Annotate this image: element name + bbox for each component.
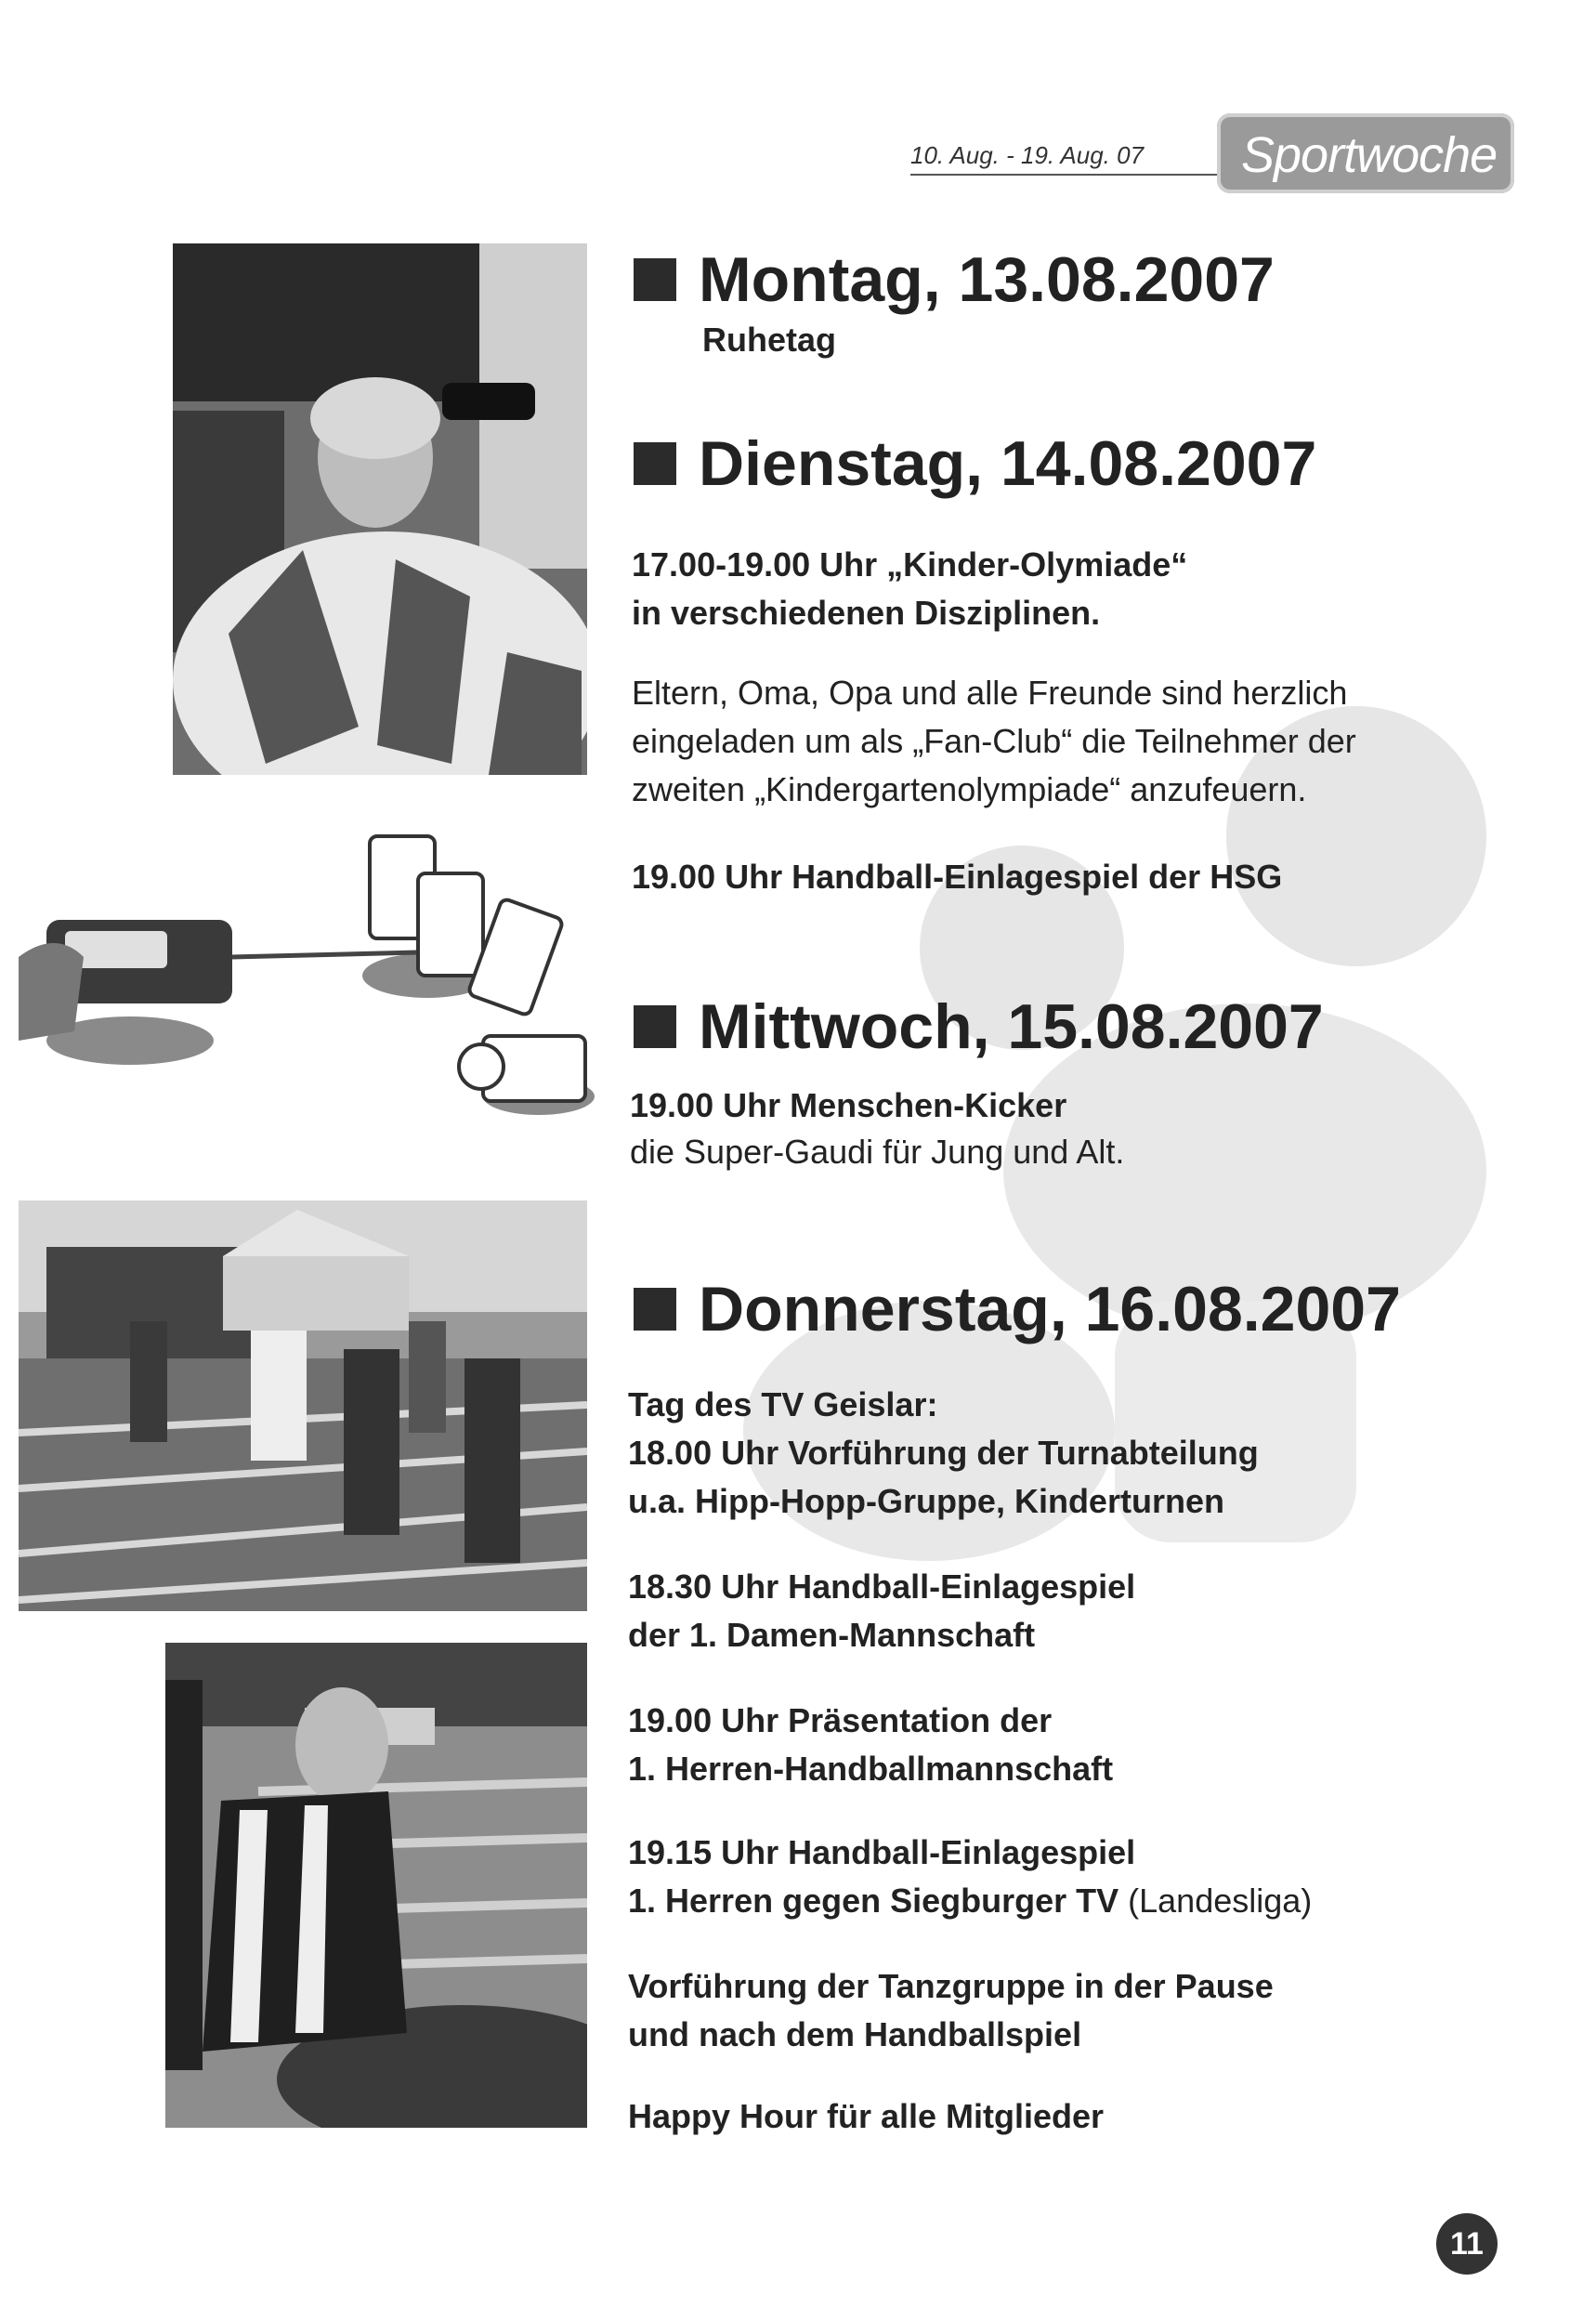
donnerstag-block1: Tag des TV Geislar: 18.00 Uhr Vorführung der Turnabteilung u.a. Hipp-Hopp-Gruppe, Kinderturnen [628, 1385, 1259, 1520]
donnerstag-block2: 18.30 Uhr Handball-Einlagespiel der 1. Damen-Mannschaft [628, 1567, 1136, 1654]
dienstag-block1: 17.00-19.00 Uhr „Kinder-Olymiade“ in verschiedenen Disziplinen. [632, 545, 1188, 632]
montag-ruhetag: Ruhetag [702, 321, 836, 359]
dienstag-block2: Eltern, Oma, Opa und alle Freunde sind herzlich eingeladen um als „Fan-Club“ die Teilnehmer der zweiten „Kindergartenolympiade“ anzufeuern. [632, 674, 1356, 808]
sportwoche-label: Sportwoche [1241, 127, 1498, 183]
day-title-mittwoch [634, 990, 1324, 1063]
bullet-square-icon [634, 442, 676, 485]
human-foosball-photo-2 [165, 1643, 587, 2128]
day-title-text: Montag, 13.08.2007 [699, 244, 1275, 315]
dienstag-block3: 19.00 Uhr Handball-Einlagespiel der HSG [632, 858, 1283, 896]
sportwoche-tab [1217, 113, 1514, 193]
mittwoch-block2: die Super-Gaudi für Jung und Alt. [630, 1133, 1125, 1171]
bullet-square-icon [634, 1005, 676, 1048]
day-title-text: Mittwoch, 15.08.2007 [699, 991, 1324, 1062]
bullet-square-icon [634, 258, 676, 301]
page-number: 11 [1436, 2213, 1498, 2275]
bullet-square-icon [634, 1288, 676, 1331]
day-title-donnerstag [634, 1273, 1401, 1345]
day-title-text: Donnerstag, 16.08.2007 [699, 1274, 1401, 1344]
donnerstag-block4: 19.15 Uhr Handball-Einlagespiel 1. Herren gegen Siegburger TV (Landesliga) [628, 1833, 1313, 1920]
donnerstag-block5: Vorführung der Tanzgruppe in der Pause und nach dem Handballspiel [628, 1967, 1274, 2053]
human-foosball-photo-1 [19, 1200, 587, 1611]
day-title-text: Dienstag, 14.08.2007 [699, 428, 1317, 499]
day-title-montag [634, 243, 1275, 316]
header-date-range: 10. Aug. - 19. Aug. 07 [910, 141, 1217, 176]
donnerstag-block6: Happy Hour für alle Mitglieder [628, 2097, 1105, 2135]
child-photo [173, 243, 587, 775]
donnerstag-block3: 19.00 Uhr Präsentation der 1. Herren-Handballmannschaft [628, 1701, 1114, 1788]
mittwoch-block1: 19.00 Uhr Menschen-Kicker [630, 1086, 1067, 1124]
beer-mugs-illustration [19, 818, 595, 1124]
day-title-dienstag [634, 427, 1316, 500]
